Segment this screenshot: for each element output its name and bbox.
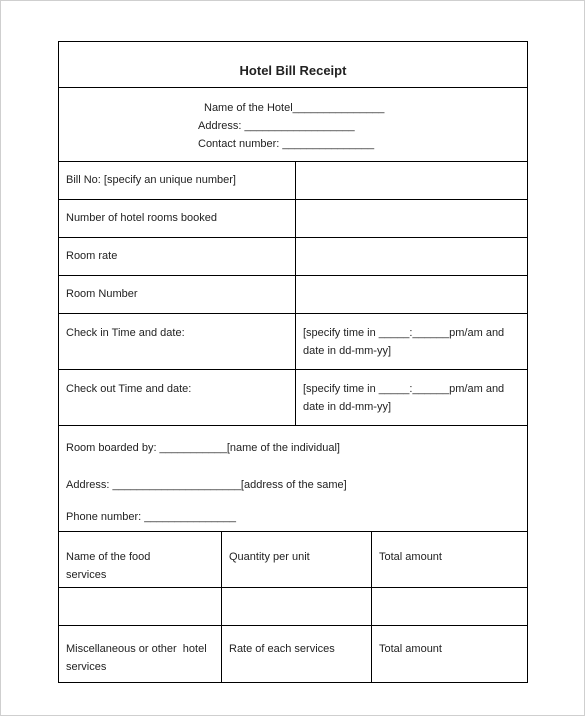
hotel-contact-field[interactable]: Contact number: _______________ (198, 138, 375, 150)
check-in-value[interactable] (296, 314, 527, 369)
check-out-value[interactable] (296, 370, 527, 425)
food-total-cell[interactable] (372, 588, 527, 625)
misc-services-header-line2: services (66, 661, 107, 673)
bill-no-label: Bill No: [specify an unique number] (59, 162, 296, 199)
misc-total-header: Total amount (379, 643, 442, 655)
check-in-value-line2: date in dd-mm-yy] (303, 345, 392, 357)
rooms-booked-label: Number of hotel rooms booked (59, 200, 296, 237)
rooms-booked-row (59, 200, 527, 238)
hotel-bill-form (58, 41, 528, 683)
room-number-row (59, 276, 527, 314)
check-out-row (59, 370, 527, 426)
boarded-section (59, 426, 527, 532)
food-name-cell[interactable] (59, 588, 222, 625)
food-services-header-line2: services (66, 569, 107, 581)
food-quantity-cell[interactable] (222, 588, 372, 625)
food-entry-row (59, 588, 527, 626)
phone-number-field[interactable]: Phone number: _______________ (66, 511, 237, 523)
hotel-info-section (59, 88, 527, 162)
misc-services-header-line1: Miscellaneous or other hotel (66, 643, 207, 655)
rooms-booked-value[interactable] (296, 200, 527, 237)
room-rate-label: Room rate (59, 238, 296, 275)
room-rate-row (59, 238, 527, 276)
rate-header: Rate of each services (222, 626, 372, 682)
room-rate-value[interactable] (296, 238, 527, 275)
food-total-header: Total amount (379, 551, 442, 563)
room-number-label: Room Number (59, 276, 296, 313)
hotel-address-field[interactable]: Address: __________________ (198, 120, 355, 132)
check-in-value-line1: [specify time in _____:______pm/am and (303, 327, 505, 339)
bill-no-value[interactable] (296, 162, 527, 199)
check-in-label: Check in Time and date: (59, 314, 296, 369)
bill-no-row (59, 162, 527, 200)
check-out-label: Check out Time and date: (59, 370, 296, 425)
check-out-value-line2: date in dd-mm-yy] (303, 401, 392, 413)
misc-header-row (59, 626, 527, 682)
form-title: Hotel Bill Receipt (59, 42, 527, 88)
check-in-row (59, 314, 527, 370)
check-out-value-line1: [specify time in _____:______pm/am and (303, 383, 505, 395)
food-services-header-line1: Name of the food (66, 551, 151, 563)
food-services-header (59, 532, 222, 587)
room-number-value[interactable] (296, 276, 527, 313)
food-header-row (59, 532, 527, 588)
boarded-address-field[interactable]: Address: _____________________[address of the same] (66, 479, 347, 491)
misc-services-header (59, 626, 222, 682)
hotel-name-field[interactable]: Name of the Hotel_______________ (204, 102, 385, 114)
room-boarded-field[interactable]: Room boarded by: ___________[name of the individual] (66, 442, 340, 454)
quantity-header: Quantity per unit (222, 532, 372, 587)
